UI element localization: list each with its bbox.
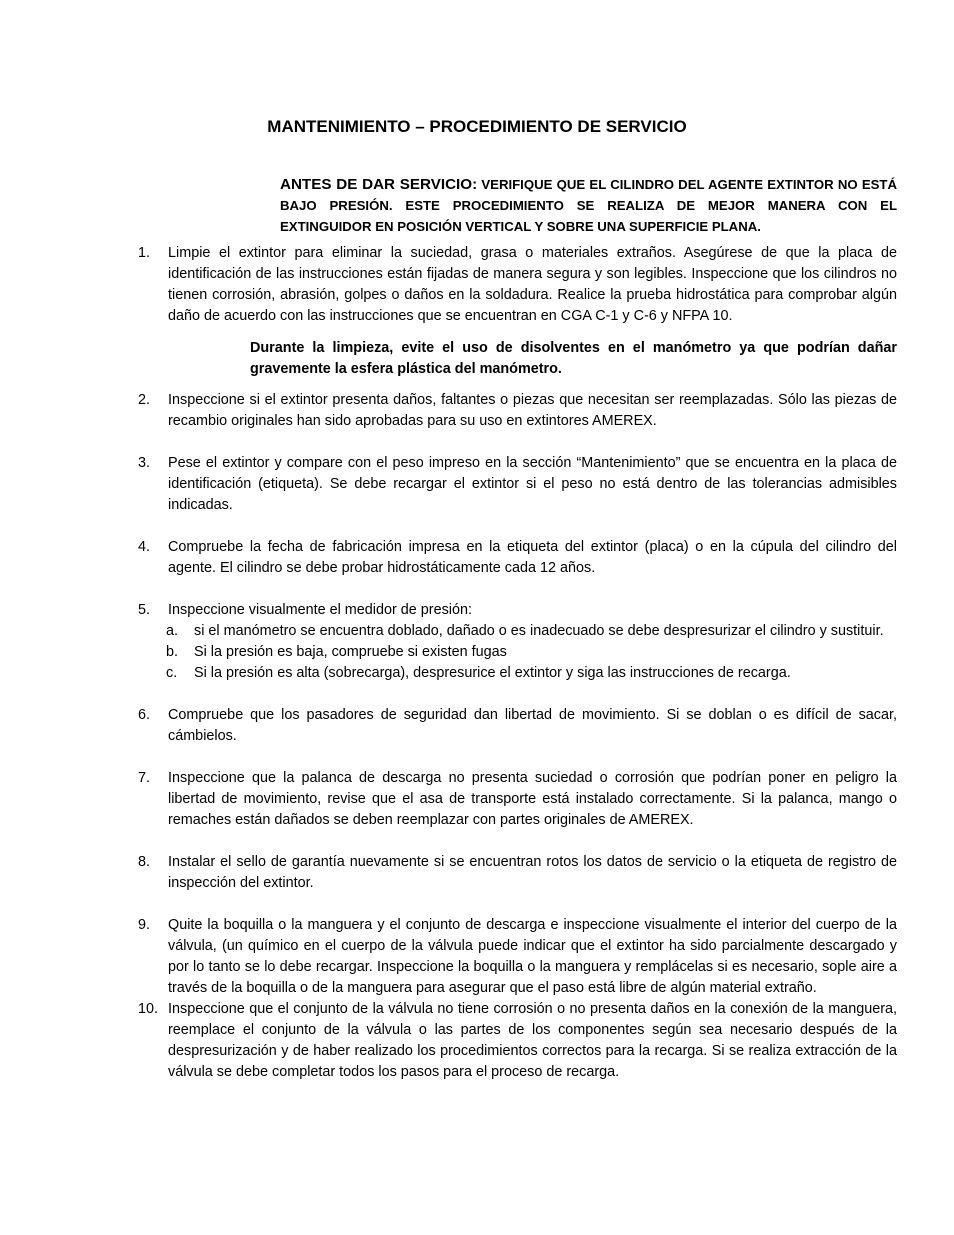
list-item (138, 600, 897, 621)
sub-item-text: Si la presión es alta (sobrecarga), despresurice el extintor y siga las instrucciones de recarga. (194, 665, 791, 681)
item-number: 2. (138, 392, 151, 408)
item-number: 3. (138, 455, 151, 471)
warning-lead: ANTES DE DAR SERVICIO: (280, 176, 478, 193)
sub-item-text: Si la presión es baja, compruebe si existen fugas (194, 644, 507, 660)
item-text: Inspeccione que el conjunto de la válvula no tiene corrosión o no presenta daños en la conexión de la manguera, reemplace el conjunto de la válvula o las partes de los componentes según sea necesario después de la despresurización y de haber realizado los procedimientos correctos para la recarga. Si se realiza extracción de la válvula se debe completar todos los pasos para el proceso de recarga. (168, 1001, 897, 1080)
sub-item-letter: b. (166, 644, 179, 660)
item-text: Inspeccione visualmente el medidor de presión: (168, 602, 472, 618)
list-item (138, 453, 897, 516)
sub-item-letter: a. (166, 623, 179, 639)
list-item (138, 390, 897, 432)
cleaning-note: Durante la limpieza, evite el uso de disolventes en el manómetro ya que podrían dañar gravemente la esfera plástica del manómetro. (250, 340, 897, 377)
list-item (138, 537, 897, 579)
sub-item-letter: c. (166, 665, 178, 681)
list-item (138, 852, 897, 894)
procedure-list (138, 243, 897, 1083)
item-number: 6. (138, 707, 151, 723)
item-text: Pese el extintor y compare con el peso impreso en la sección “Mantenimiento” que se encuentra en la placa de identificación (etiqueta). Se debe recargar el extintor si el peso no está dentro de las tolerancias admisibles indicadas. (168, 455, 897, 513)
item-text: Compruebe que los pasadores de seguridad dan libertad de movimiento. Si se doblan o es difícil de sacar, cámbielos. (168, 707, 897, 744)
item-number: 7. (138, 770, 151, 786)
list-item (138, 915, 897, 999)
item-number: 5. (138, 602, 151, 618)
item-number: 4. (138, 539, 151, 555)
list-item (138, 243, 897, 327)
item-text: Instalar el sello de garantía nuevamente si se encuentran rotos los datos de servicio o la etiqueta de registro de inspección del extintor. (168, 854, 897, 891)
list-item (138, 999, 897, 1083)
item-text: Quite la boquilla o la manguera y el conjunto de descarga e inspeccione visualmente el interior del cuerpo de la válvula, (un químico en el cuerpo de la válvula puede indicar que el extintor ha sido parcialmente descargado y por lo tanto se lo debe recargar. Inspeccione la boquilla o la manguera y remplácelas si es necesario, sople aire a través de la boquilla o de la manguera para asegurar que el paso está libre de algún material extraño. (168, 917, 897, 996)
list-item (138, 705, 897, 747)
item-text: Compruebe la fecha de fabricación impresa en la etiqueta del extintor (placa) o en la cúpula del cilindro del agente. El cilindro se debe probar hidrostáticamente cada 12 años. (168, 539, 897, 576)
sub-item (138, 621, 897, 642)
item-text: Inspeccione si el extintor presenta daños, faltantes o piezas que necesitan ser reemplazadas. Sólo las piezas de recambio originales han sido aprobadas para su uso en extintores AMEREX. (168, 392, 897, 429)
sub-item-text: si el manómetro se encuentra doblado, dañado o es inadecuado se debe despresurizar el cilindro y sustituir. (194, 623, 884, 639)
item-text: Limpie el extintor para eliminar la suciedad, grasa o materiales extraños. Asegúrese de que la placa de identificación de las instrucciones están fijadas de manera segura y son legibles. Inspeccione que los cilindros no tienen corrosión, abrasión, golpes o daños en la soldadura. Realice la prueba hidrostática para comprobar algún daño de acuerdo con las instrucciones que se encuentran en CGA C-1 y C-6 y NFPA 10. (168, 245, 897, 324)
sub-item (138, 663, 897, 684)
item-number: 9. (138, 917, 151, 933)
sub-item (138, 642, 897, 663)
item-number: 8. (138, 854, 151, 870)
item-text: Inspeccione que la palanca de descarga no presenta suciedad o corrosión que podrían poner en peligro la libertad de movimiento, revise que el asa de transporte está instalado correctamente. Si la palanca, mango o remaches están dañados se deben reemplazar con partes originales de AMEREX. (168, 770, 897, 828)
warning-body: VERIFIQUE QUE EL CILINDRO DEL AGENTE EXTINTOR NO ESTÁ BAJO PRESIÓN. ESTE PROCEDIMIENTO SE REALIZA DE MEJOR MANERA CON EL EXTINGUIDOR EN POSICIÓN VERTICAL Y SOBRE UNA SUPERFICIE PLANA. (280, 177, 897, 234)
item-number: 10. (138, 1001, 159, 1017)
page-title: MANTENIMIENTO – PROCEDIMIENTO DE SERVICIO (267, 117, 687, 136)
item-number: 1. (138, 245, 151, 261)
service-warning (280, 174, 897, 237)
list-item (138, 768, 897, 831)
